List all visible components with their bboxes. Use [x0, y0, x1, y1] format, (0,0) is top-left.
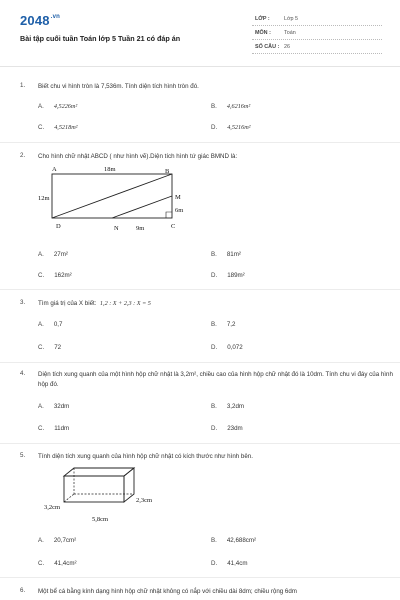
option-d[interactable]	[211, 272, 245, 279]
option-label: B.	[211, 103, 217, 110]
option-label: C.	[38, 344, 45, 351]
page-title: Bài tập cuối tuần Toán lớp 5 Tuần 21 có đáp án	[20, 34, 181, 43]
option-value: 0,7	[53, 321, 63, 328]
option-value: 32dm	[53, 403, 70, 410]
question-divider	[0, 142, 400, 143]
option-b[interactable]	[211, 321, 235, 328]
option-value: 72	[54, 344, 62, 351]
question-text: Tính diện tích xung quanh của hình hộp chữ nhật có kích thước như hình bên.	[38, 453, 253, 460]
option-d[interactable]	[211, 560, 247, 567]
option-c[interactable]	[38, 560, 77, 567]
option-a[interactable]	[38, 251, 68, 258]
option-label: D.	[211, 124, 218, 131]
label-length: 5,8cm	[92, 516, 109, 523]
option-c[interactable]	[38, 124, 78, 131]
question-text: Biết chu vi hình tròn là 7,536m. Tính diện tích hình tròn đó.	[38, 83, 199, 90]
label-b: B	[165, 168, 170, 175]
option-value: 42,688cm²	[226, 537, 257, 544]
option-label: B.	[211, 537, 217, 544]
option-label: A.	[38, 537, 44, 544]
box-figure	[40, 464, 170, 526]
meta-table	[252, 12, 382, 54]
label-height: 2,3cm	[136, 497, 153, 504]
option-value: 162m²	[54, 272, 72, 279]
option-label: A.	[38, 321, 44, 328]
meta-key: LỚP :	[255, 16, 270, 22]
question-number: 5.	[20, 452, 26, 459]
option-value: 23dm	[227, 425, 243, 432]
option-d[interactable]	[211, 344, 243, 351]
label-right-length: 6m	[175, 207, 184, 214]
document-header	[0, 0, 400, 62]
option-label: C.	[38, 560, 45, 567]
option-label: B.	[211, 403, 217, 410]
option-value: 4,5226m²	[53, 103, 78, 110]
right-angle-mark	[166, 212, 172, 218]
question-divider	[0, 362, 400, 363]
meta-value: 26	[284, 44, 290, 50]
question-text: Cho hình chữ nhật ABCD ( như hình vẽ).Diện tích hình tứ giác BMND là:	[38, 153, 238, 160]
label-a: A	[52, 166, 57, 173]
option-value: 4,6216m²	[226, 103, 251, 110]
label-d: D	[56, 223, 61, 230]
box-top-face	[64, 468, 134, 476]
question-number: 1.	[20, 82, 26, 89]
question-number: 6.	[20, 587, 26, 594]
question-text: Diện tích xung quanh của một hình hộp chữ nhật là 3,2m², chiều cao của hình hộp chữ nhật đó là 10dm. Tính chu vi đáy của hình hộp đó.	[38, 371, 393, 388]
meta-value: Lớp 5	[284, 16, 299, 22]
option-value: 41,4cm	[227, 560, 248, 567]
option-value: 4,5216m²	[227, 124, 251, 131]
box-front-face	[64, 476, 124, 502]
question-number: 4.	[20, 370, 26, 377]
option-label: C.	[38, 272, 45, 279]
label-left-length: 12m	[38, 195, 50, 202]
option-c[interactable]	[38, 425, 69, 432]
option-label: D.	[211, 560, 218, 567]
question-number: 3.	[20, 299, 26, 306]
option-b[interactable]	[211, 403, 244, 410]
question-prompt: Tìm giá trị của X biết:	[38, 300, 97, 307]
option-value: 27m²	[53, 251, 68, 258]
rectangle-figure	[30, 162, 200, 234]
label-m: M	[175, 194, 181, 201]
equation: 1,2 : X + 2,3 : X = 5	[99, 300, 151, 307]
label-c: C	[171, 223, 176, 230]
option-value: 20,7cm²	[53, 537, 77, 544]
option-value: 4,5218m²	[54, 124, 78, 131]
meta-key: MÔN :	[255, 30, 271, 36]
logo-suffix: .vn	[50, 14, 61, 20]
option-b[interactable]	[211, 251, 241, 258]
question-divider	[0, 443, 400, 444]
logo-text: 2048	[20, 13, 50, 28]
label-top-length: 18m	[104, 166, 116, 173]
option-value: 189m²	[227, 272, 245, 279]
site-logo[interactable]	[20, 13, 60, 28]
meta-row-subject	[252, 26, 382, 40]
option-label: B.	[211, 251, 217, 258]
label-depth: 3,2cm	[44, 504, 61, 511]
question-text: Một bể cá bằng kính dạng hình hộp chữ nhật không có nắp với chiều dài 8dm; chiều rộng 6dm	[38, 588, 297, 595]
option-label: A.	[38, 403, 44, 410]
option-label: C.	[38, 124, 45, 131]
option-label: C.	[38, 425, 45, 432]
segment-nm	[112, 196, 172, 218]
option-label: A.	[38, 251, 44, 258]
question-divider	[0, 577, 400, 578]
option-value: 3,2dm	[226, 403, 245, 410]
box-side-face	[124, 468, 134, 502]
meta-row-count	[252, 40, 382, 54]
question-number: 2.	[20, 152, 26, 159]
meta-key: SỐ CÂU :	[255, 44, 280, 50]
meta-value: Toán	[284, 30, 296, 36]
option-value: 11dm	[54, 425, 70, 432]
option-b[interactable]	[211, 537, 256, 544]
option-label: B.	[211, 321, 217, 328]
question-text	[38, 299, 398, 309]
option-label: D.	[211, 425, 218, 432]
option-value: 0,072	[227, 344, 243, 351]
option-a[interactable]	[38, 537, 76, 544]
option-d[interactable]	[211, 425, 243, 432]
hidden-edge	[64, 494, 74, 502]
meta-row-class	[252, 12, 382, 26]
option-c[interactable]	[38, 272, 72, 279]
label-n: N	[114, 225, 119, 232]
option-c[interactable]	[38, 344, 61, 351]
option-b[interactable]	[211, 103, 250, 110]
diagonal-db	[52, 174, 172, 218]
question-divider	[0, 289, 400, 290]
option-label: D.	[211, 344, 218, 351]
header-divider	[0, 66, 400, 67]
option-d[interactable]	[211, 124, 251, 131]
option-label: D.	[211, 272, 218, 279]
option-value: 81m²	[226, 251, 241, 258]
option-value: 7,2	[226, 321, 236, 328]
label-bottom-length: 9m	[136, 225, 145, 232]
option-label: A.	[38, 103, 44, 110]
option-a[interactable]	[38, 403, 69, 410]
option-value: 41,4cm²	[54, 560, 77, 567]
option-a[interactable]	[38, 321, 62, 328]
option-a[interactable]	[38, 103, 77, 110]
